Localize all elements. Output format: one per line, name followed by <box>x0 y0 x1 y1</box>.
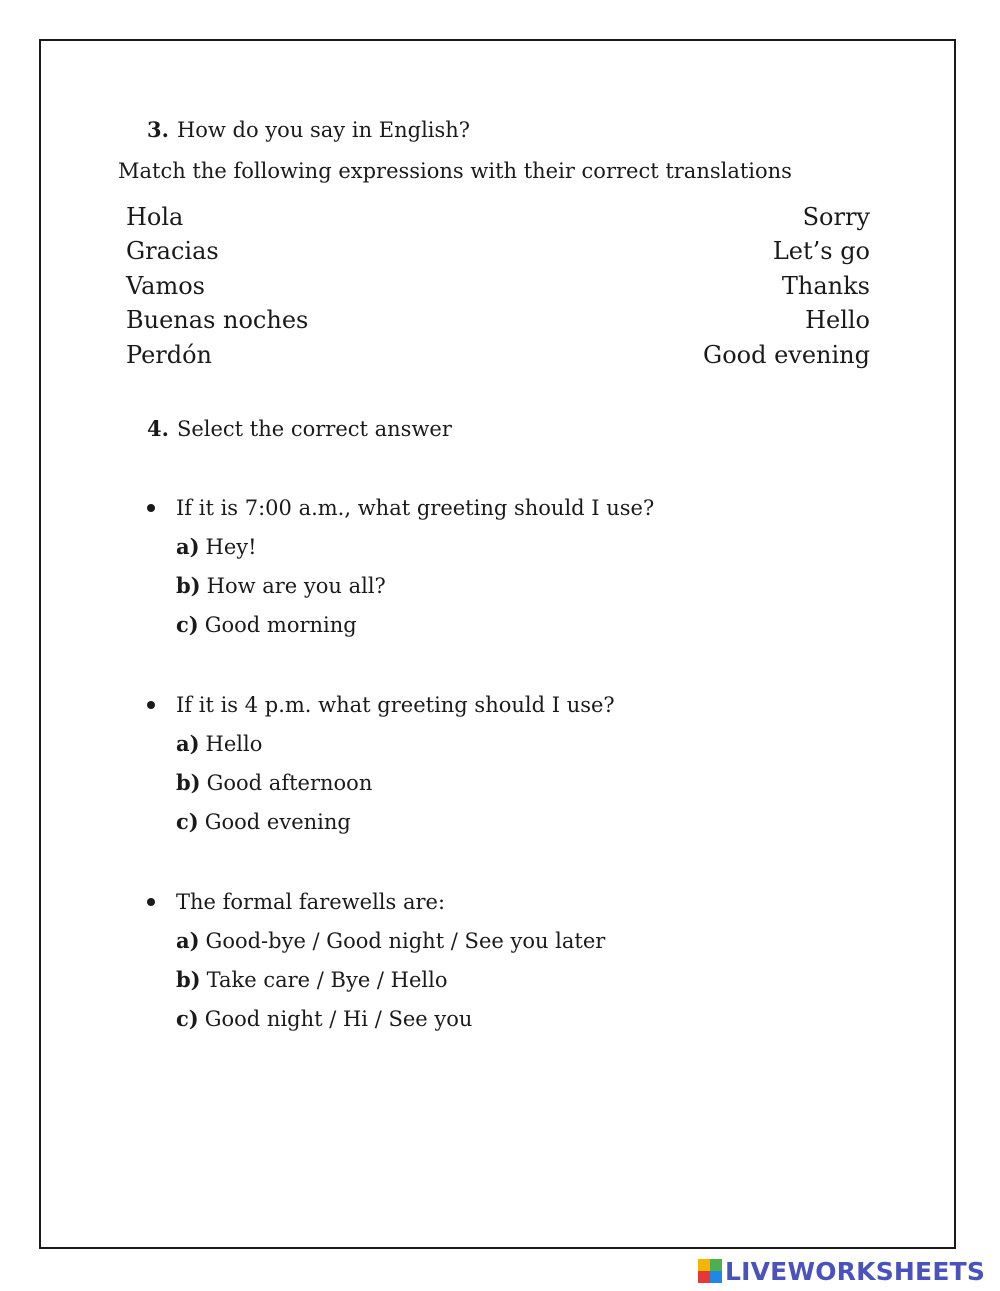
bullet-icon <box>147 701 155 709</box>
option-letter: c) <box>176 1006 199 1031</box>
option-letter: a) <box>176 928 200 953</box>
answer-option-b[interactable] <box>145 960 605 999</box>
spanish-expression[interactable]: Gracias <box>126 237 219 266</box>
question-3 <box>145 883 605 1038</box>
option-text: How are you all? <box>206 574 386 598</box>
option-letter: b) <box>176 967 201 992</box>
bullet-icon <box>147 504 155 512</box>
answer-option-c[interactable] <box>145 999 605 1038</box>
question-stem <box>145 686 615 724</box>
logo-tile <box>698 1271 710 1283</box>
section-4-number: 4. <box>147 416 169 441</box>
english-translation[interactable]: Sorry <box>802 203 870 231</box>
option-text: Good morning <box>204 613 357 637</box>
option-text: Good evening <box>204 810 351 834</box>
section-3-title: How do you say in English? <box>176 118 471 142</box>
match-row <box>126 303 870 337</box>
question-stem <box>145 883 605 921</box>
liveworksheets-logo-icon <box>698 1259 722 1283</box>
english-translation[interactable]: Thanks <box>781 271 870 300</box>
question-text: The formal farewells are: <box>176 890 446 914</box>
logo-tile <box>698 1259 710 1271</box>
section-3-instruction: Match the following expressions with their correct translations <box>118 159 792 183</box>
option-letter: c) <box>176 612 199 637</box>
spanish-expression[interactable]: Vamos <box>126 271 205 300</box>
option-text: Hey! <box>205 535 257 559</box>
answer-option-a[interactable] <box>145 724 615 763</box>
match-row <box>126 269 870 303</box>
question-text: If it is 4 p.m. what greeting should I use? <box>176 693 615 717</box>
question-stem <box>145 489 654 527</box>
spanish-expression[interactable]: Hola <box>126 203 184 231</box>
answer-option-b[interactable] <box>145 566 654 605</box>
match-row <box>126 200 870 234</box>
logo-tile <box>710 1259 722 1271</box>
bullet-icon <box>147 898 155 906</box>
spanish-expression[interactable]: Perdón <box>126 340 213 369</box>
match-row <box>126 338 870 372</box>
option-text: Good-bye / Good night / See you later <box>205 929 606 953</box>
liveworksheets-branding[interactable] <box>698 1254 985 1288</box>
answer-option-b[interactable] <box>145 763 615 802</box>
matching-table <box>126 200 870 372</box>
match-row <box>126 234 870 268</box>
option-letter: a) <box>176 731 200 756</box>
option-letter: a) <box>176 534 200 559</box>
brand-name: LIVEWORKSHEETS <box>725 1256 986 1286</box>
option-text: Take care / Bye / Hello <box>206 968 448 992</box>
option-text: Hello <box>205 732 263 756</box>
option-letter: c) <box>176 809 199 834</box>
section-4-heading <box>147 416 452 441</box>
english-translation[interactable]: Good evening <box>703 340 870 369</box>
section-3-number: 3. <box>147 117 169 142</box>
logo-tile <box>710 1271 722 1283</box>
option-text: Good afternoon <box>206 771 373 795</box>
section-3-heading <box>147 117 470 142</box>
question-text: If it is 7:00 a.m., what greeting should I use? <box>176 496 655 520</box>
english-translation[interactable]: Let’s go <box>772 237 870 266</box>
spanish-expression[interactable]: Buenas noches <box>126 306 309 335</box>
english-translation[interactable]: Hello <box>805 306 870 335</box>
option-letter: b) <box>176 573 201 598</box>
answer-option-a[interactable] <box>145 921 605 960</box>
question-2 <box>145 686 615 841</box>
option-text: Good night / Hi / See you <box>204 1007 473 1031</box>
question-1 <box>145 489 654 644</box>
answer-option-c[interactable] <box>145 802 615 841</box>
answer-option-a[interactable] <box>145 527 654 566</box>
answer-option-c[interactable] <box>145 605 654 644</box>
section-4-title: Select the correct answer <box>176 417 452 441</box>
option-letter: b) <box>176 770 201 795</box>
